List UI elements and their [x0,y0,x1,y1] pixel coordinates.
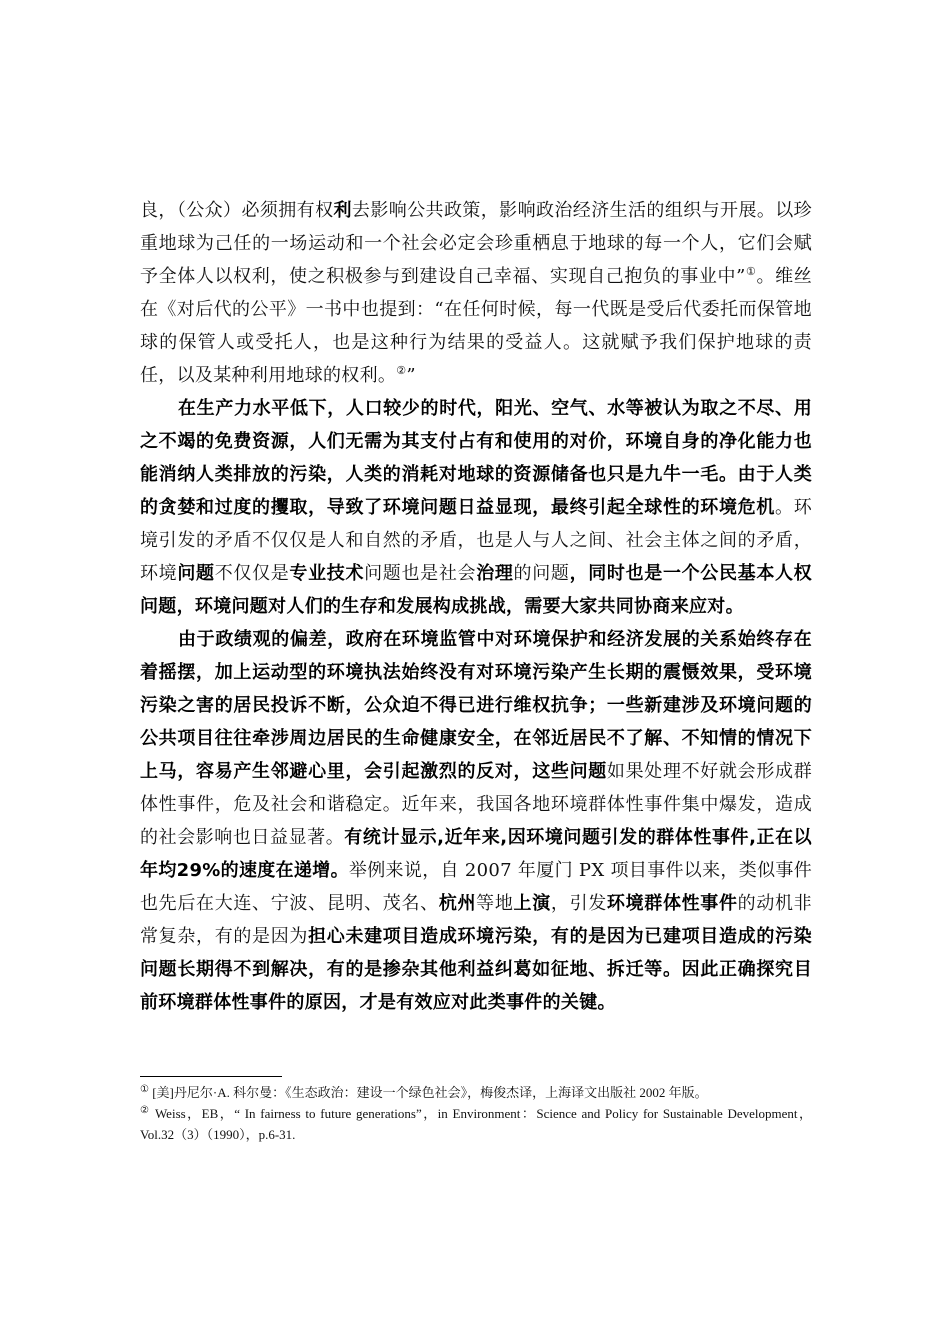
paragraph-3 [140,623,812,1019]
text-segment-bold: 杭州 [438,893,477,914]
text-segment: ” [406,365,416,386]
text-segment-bold: 利 [333,200,352,221]
text-segment-bold: 担心未建项目造成环境污染，有的是因为已建项目造成的污染问题长期得不到解决，有的是掺杂其他利益纠葛如征地、拆迁等。因此正确探究目前环境群体性事件的原因，才是有效应对此类事件的关键。 [140,926,812,1013]
text-segment: 不仅仅是 [214,563,290,584]
text-segment: 如果处理不好就会形成群体性事件，危及社会和谐稳定。近年来，我国各地环境群体性事件集中爆发，造成的社会影响也日益显著。 [140,761,812,848]
footnote-ref-2[interactable]: ② [396,364,407,377]
footnote-text: [美]丹尼尔·A. 科尔曼：《生态政治：建设一个绿色社会》，梅俊杰译，上海译文出版社 2002 年版。 [152,1085,708,1100]
text-segment-bold: 问题 [177,563,215,584]
text-segment-bold: 专业技术 [289,563,365,584]
text-segment-bold: 有统计显示,近年来,因环境问题引发的群体性事件,正在以年均29%的速度在递增。 [140,827,812,881]
text-segment: ，引发 [550,893,607,914]
text-segment-bold: 上演 [513,893,551,914]
text-segment: 举例来说，自 2007 年厦门 PX 项目事件以来，类似事件也先后在大连、宁波、昆明、茂名、 [140,860,813,914]
text-segment-bold: 治理 [476,563,514,584]
footnote-text: Weiss，EB，“ In fairness to future generations”，in Environment：Science and Policy for Sustainable Development，Vol.32（3）（1990），p.6-31. [140,1106,813,1142]
footnote-mark: ① [140,1084,149,1095]
text-segment: 等地 [476,893,514,914]
text-segment-bold: 在生产力水平低下，人口较少的时代，阳光、空气、水等被认为取之不尽、用之不竭的免费资源，人们无需为其支付占有和使用的对价，环境自身的净化能力也能消纳人类排放的污染，人类的消耗对地球的资源储备也只是九牛一毛。由于人类的贪婪和过度的攫取，导致了环境问题日益显现，最终引起全球性的环境危机 [140,398,812,518]
footnote-separator [140,1076,282,1077]
text-segment-bold: 环境群体性事件 [606,893,738,914]
text-segment: 的动机非常复杂，有的是因为 [140,893,812,947]
body-text [140,194,812,1019]
footnotes [140,1082,812,1145]
text-segment-bold: 由于政绩观的偏差，政府在环境监管中对环境保护和经济发展的关系始终存在着摇摆，加上运动型的环境执法始终没有对环境污染产生长期的震慑效果，受环境污染之害的居民投诉不断，公众迫不得已进行维权抗争；一些新建涉及环境问题的公共项目往往牵涉周边居民的生命健康安全，在邻近居民不了解、不知情的情况下上马，容易产生邻避心里，会引起激烈的反对，这些问题 [140,629,812,782]
paragraph-2 [140,392,812,623]
text-segment: 的问题 [513,563,570,584]
footnote-1 [140,1082,812,1103]
text-segment: 。维丝在《对后代的公平》一书中也提到：“在任何时候，每一代既是受后代委托而保管地球的保管人或受托人，也是这种行为结果的受益人。这就赋予我们保护地球的责任，以及某种利用地球的权利。 [140,266,812,386]
paragraph-1 [140,194,812,392]
text-segment-bold: ，同时也是一个公民基本人权问题，环境问题对人们的生存和发展构成挑战，需要大家共同协商来应对。 [140,563,812,617]
text-segment: 去影响公共政策，影响政治经济生活的组织与开展。以珍重地球为己任的一场运动和一个社会必定会珍重栖息于地球的每一个人，它们会赋予全体人以权利，使之积极参与到建设自己幸福、实现自己抱负的事业中” [140,200,812,287]
text-segment: 问题也是社会 [364,563,477,584]
footnote-ref-1[interactable]: ① [745,265,757,278]
text-segment: 。环境引发的矛盾不仅仅是人和自然的矛盾，也是人与人之间、社会主体之间的矛盾，环境 [140,497,812,584]
footnote-mark: ② [140,1105,151,1116]
footnote-2 [140,1103,812,1145]
text-segment: 良，（公众）必须拥有权 [140,200,334,221]
